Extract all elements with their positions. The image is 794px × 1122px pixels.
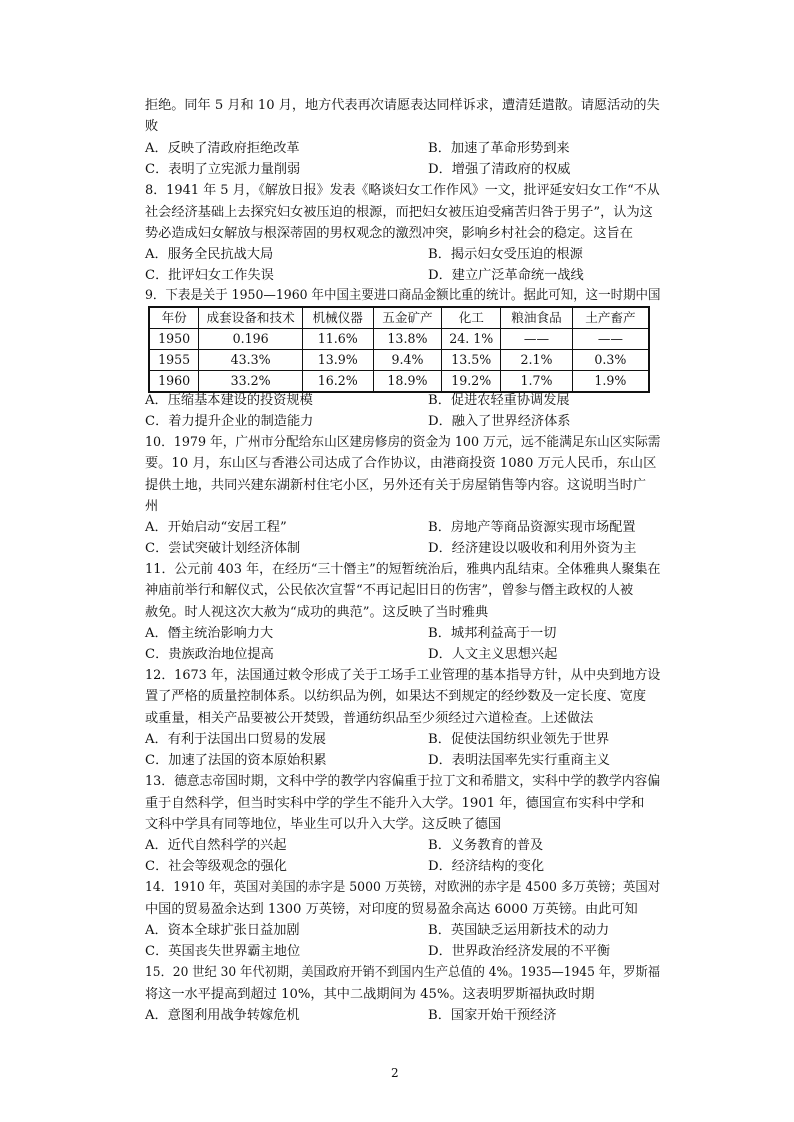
table-cell: 1.7% [501, 371, 573, 393]
q10-line-2: 要。10 月，东山区与香港公司达成了合作协议，由港商投资 1080 万元人民币，东山区 [145, 456, 657, 471]
q13-line-3: 文科中学具有同等地位，毕业生可以升入大学。这反映了德国 [145, 817, 502, 832]
table-header-cell: 五金矿产 [373, 307, 442, 329]
table-header-cell: 机械仪器 [302, 307, 373, 329]
q11-line-2: 神庙前举行和解仪式，公民依次宣誓“不再记起旧日的伤害”，曾参与僭主政权的人被 [145, 583, 634, 598]
q13-option-b[interactable]: B．义务教育的普及 [428, 838, 544, 853]
q14-option-c[interactable]: C．英国丧失世界霸主地位 [145, 944, 301, 959]
q7-option-d[interactable]: D．增强了清政府的权威 [428, 162, 571, 177]
table-row [149, 371, 649, 393]
q14-option-a[interactable]: A．资本全球扩张日益加剧 [145, 923, 300, 938]
q12-line-3: 或重量，相关产品要被公开焚毁，普通纺织品至少须经过六道检查。上述做法 [145, 711, 594, 726]
table-cell: 24. 1% [442, 329, 501, 350]
q10-line-3: 提供土地，共同兴建东湖新村住宅小区，另外还有关于房屋销售等内容。这说明当时广 [145, 478, 647, 493]
q15-line-2: 将这一水平提高到超过 10%，其中二战期间为 45%。这表明罗斯福执政时期 [145, 987, 595, 1002]
q12-option-b[interactable]: B．促使法国纺织业领先于世界 [428, 732, 610, 747]
q9-option-b[interactable]: B．促进农轻重协调发展 [428, 393, 570, 408]
q8-line-2: 社会经济基础上去探究妇女被压迫的根源，而把妇女被压迫受痛苦归咎于男子”，认为这 [145, 205, 653, 220]
table-row [149, 350, 649, 371]
q12-line-1: 12．1673 年，法国通过敕令形成了关于工场手工业管理的基本指导方针，从中央到地方设 [145, 668, 661, 683]
q7-line-2: 败 [145, 119, 159, 134]
q10-option-c[interactable]: C．尝试突破计划经济体制 [145, 541, 301, 556]
q11-option-d[interactable]: D．人文主义思想兴起 [428, 647, 558, 662]
q13-option-a[interactable]: A．近代自然科学的兴起 [145, 838, 287, 853]
q12-option-c[interactable]: C．加速了法国的资本原始积累 [145, 753, 327, 768]
q15-option-a[interactable]: A．意图利用战争转嫁危机 [145, 1008, 300, 1023]
table-cell: 43.3% [199, 350, 302, 371]
q8-option-b[interactable]: B．揭示妇女受压迫的根源 [428, 247, 583, 262]
q15-line-1: 15．20 世纪 30 年代初期，美国政府开销不到国内生产总值的 4%。1935—1945 年，罗斯福 [145, 965, 660, 980]
q9-option-a[interactable]: A．压缩基本建设的投资规模 [145, 393, 313, 408]
q13-line-2: 重于自然科学，但当时实科中学的学生不能升入大学。1901 年，德国宣布实科中学和 [145, 796, 645, 811]
table-cell: 13.8% [373, 329, 442, 350]
table-cell: —— [501, 329, 573, 350]
q11-line-3: 赦免。时人视这次大赦为“成功的典范”。这反映了当时雅典 [145, 605, 489, 620]
q13-line-1: 13．德意志帝国时期，文科中学的教学内容偏重于拉丁文和希腊文，实科中学的教学内容偏 [145, 774, 661, 789]
q14-line-2: 中国的贸易盈余达到 1300 万英镑，对印度的贸易盈余高达 6000 万英镑。由此可知 [145, 902, 638, 917]
q10-option-b[interactable]: B．房地产等商品资源实现市场配置 [428, 520, 636, 535]
table-cell: 9.4% [373, 350, 442, 371]
q8-option-c[interactable]: C．批评妇女工作失误 [145, 268, 274, 283]
q12-option-d[interactable]: D．表明法国率先实行重商主义 [428, 753, 611, 768]
table-cell: 0.196 [199, 329, 302, 350]
q10-option-d[interactable]: D．经济建设以吸收和利用外资为主 [428, 541, 637, 556]
table-row [149, 329, 649, 350]
q7-option-a[interactable]: A．反映了清政府拒绝改革 [145, 141, 300, 156]
q10-line-4: 州 [145, 499, 159, 514]
table-cell: 1955 [149, 350, 199, 371]
q9-option-d[interactable]: D．融入了世界经济体系 [428, 414, 571, 429]
q11-option-b[interactable]: B．城邦利益高于一切 [428, 626, 557, 641]
q7-option-b[interactable]: B．加速了革命形势到来 [428, 141, 570, 156]
q12-option-a[interactable]: A．有利于法国出口贸易的发展 [145, 732, 326, 747]
q9-option-c[interactable]: C．着力提升企业的制造能力 [145, 414, 314, 429]
import-statistics-table [148, 306, 650, 393]
page-number: 2 [391, 1066, 399, 1080]
q13-option-c[interactable]: C．社会等级观念的强化 [145, 859, 287, 874]
q12-line-2: 置了严格的质量控制体系。以纺织品为例，如果达不到规定的经纱数及一定长度、宽度 [145, 689, 647, 704]
q11-option-a[interactable]: A．僭主统治影响力大 [145, 626, 274, 641]
table-header-row [149, 307, 649, 329]
table-cell: 11.6% [302, 329, 373, 350]
table-header-cell: 成套设备和技术 [199, 307, 302, 329]
q10-line-1: 10．1979 年，广州市分配给东山区建房修房的资金为 100 万元，远不能满足东山区实际需 [145, 435, 661, 450]
q8-option-d[interactable]: D．建立广泛革命统一战线 [428, 268, 584, 283]
q14-option-d[interactable]: D．世界政治经济发展的不平衡 [428, 944, 611, 959]
q11-option-c[interactable]: C．贵族政治地位提高 [145, 647, 274, 662]
q9-line-1: 9．下表是关于 1950—1960 年中国主要进口商品金额比重的统计。据此可知，这一时期中国 [145, 288, 661, 303]
table-cell: 13.9% [302, 350, 373, 371]
q8-option-a[interactable]: A．服务全民抗战大局 [145, 247, 274, 262]
table-cell: 18.9% [373, 371, 442, 393]
table-cell: 2.1% [501, 350, 573, 371]
q7-line-1: 拒绝。同年 5 月和 10 月，地方代表再次请愿表达同样诉求，遭清廷遣散。请愿活动的失 [145, 98, 660, 113]
table-cell: 1960 [149, 371, 199, 393]
table-cell: 13.5% [442, 350, 501, 371]
q11-line-1: 11．公元前 403 年，在经历“三十僭主”的短暂统治后，雅典内乱结束。全体雅典人聚集在 [145, 562, 661, 577]
table-cell: 1950 [149, 329, 199, 350]
q8-line-1: 8．1941 年 5 月，《解放日报》发表《略谈妇女工作作风》一文，批评延安妇女工作“不从 [145, 183, 660, 198]
table-cell: 33.2% [199, 371, 302, 393]
q8-line-3: 势必造成妇女解放与根深蒂固的男权观念的激烈冲突，影响乡村社会的稳定。这旨在 [145, 226, 633, 241]
table-header-cell: 年份 [149, 307, 199, 329]
table-cell: 1.9% [572, 371, 649, 393]
table-header-cell: 土产畜产 [572, 307, 649, 329]
table-cell: 19.2% [442, 371, 501, 393]
q14-option-b[interactable]: B．英国缺乏运用新技术的动力 [428, 923, 610, 938]
table-header-cell: 化工 [442, 307, 501, 329]
table-header-cell: 粮油食品 [501, 307, 573, 329]
table-cell: 0.3% [572, 350, 649, 371]
table-cell: 16.2% [302, 371, 373, 393]
q7-option-c[interactable]: C．表明了立宪派力量削弱 [145, 162, 301, 177]
table-cell: —— [572, 329, 649, 350]
q10-option-a[interactable]: A．开始启动“安居工程” [145, 520, 287, 535]
q15-option-b[interactable]: B．国家开始干预经济 [428, 1008, 557, 1023]
q14-line-1: 14．1910 年，英国对美国的赤字是 5000 万英镑，对欧洲的赤字是 4500 多万英镑；英国对 [145, 880, 661, 895]
q13-option-d[interactable]: D．经济结构的变化 [428, 859, 545, 874]
